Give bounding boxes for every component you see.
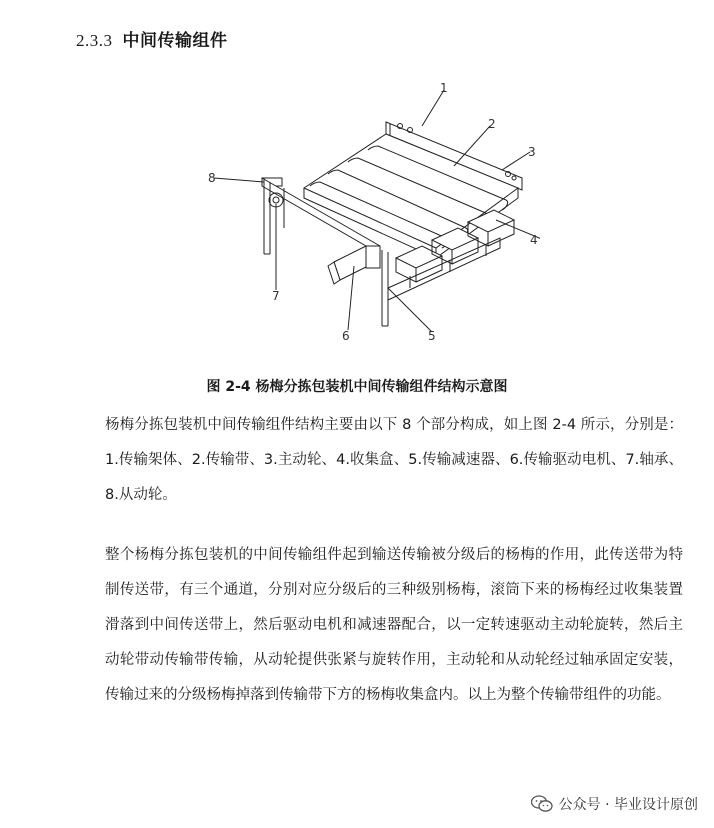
- conveyor-figure: [200, 78, 540, 354]
- section-heading: [76, 26, 228, 51]
- leader-8: [214, 178, 264, 182]
- wechat-icon: [531, 795, 553, 813]
- label-7: 7: [272, 289, 280, 303]
- watermark-text: 公众号 · 毕业设计原创: [558, 797, 698, 813]
- label-8: 8: [208, 171, 216, 185]
- section-title: 中间传输组件: [122, 31, 228, 51]
- watermark: [531, 794, 698, 814]
- section-number: 2.3.3: [76, 31, 113, 50]
- paragraph-function: 整个杨梅分拣包装机的中间传输组件起到输送传输被分级后的杨梅的作用，此传送带为特制传送带，有三个通道，分别对应分级后的三种级别杨梅，滚筒下来的杨梅经过收集装置滑落到中间传送带上，然后驱动电机和减速器配合，以一定转速驱动主动轮旋转，然后主动轮带动传输带传输，从动轮提供张紧与旋转作用，主动轮和从动轮经过轴承固定安装，传输过来的分级杨梅掉落到传输带下方的杨梅收集盒内。以上为整个传输带组件的功能。: [105, 547, 683, 703]
- paragraph-components: 杨梅分拣包装机中间传输组件结构主要由以下 8 个部分构成，如上图 2-4 所示，分别是：1.传输架体、2.传输带、3.主动轮、4.收集盒、5.传输减速器、6.传输驱动电机、7.轴承、8.从动轮。: [105, 417, 683, 503]
- label-3: 3: [528, 145, 536, 159]
- label-2: 2: [488, 117, 496, 131]
- leader-1: [422, 90, 444, 126]
- reducer: [366, 246, 380, 268]
- figure-caption: 图 2-4 杨梅分拣包装机中间传输组件结构示意图: [206, 379, 508, 395]
- leader-3: [502, 152, 530, 170]
- label-6: 6: [342, 329, 350, 343]
- leader-5: [388, 288, 432, 332]
- label-4: 4: [530, 233, 538, 247]
- label-1: 1: [440, 81, 448, 95]
- label-5: 5: [428, 329, 436, 343]
- conveyor-drawing: [200, 78, 540, 354]
